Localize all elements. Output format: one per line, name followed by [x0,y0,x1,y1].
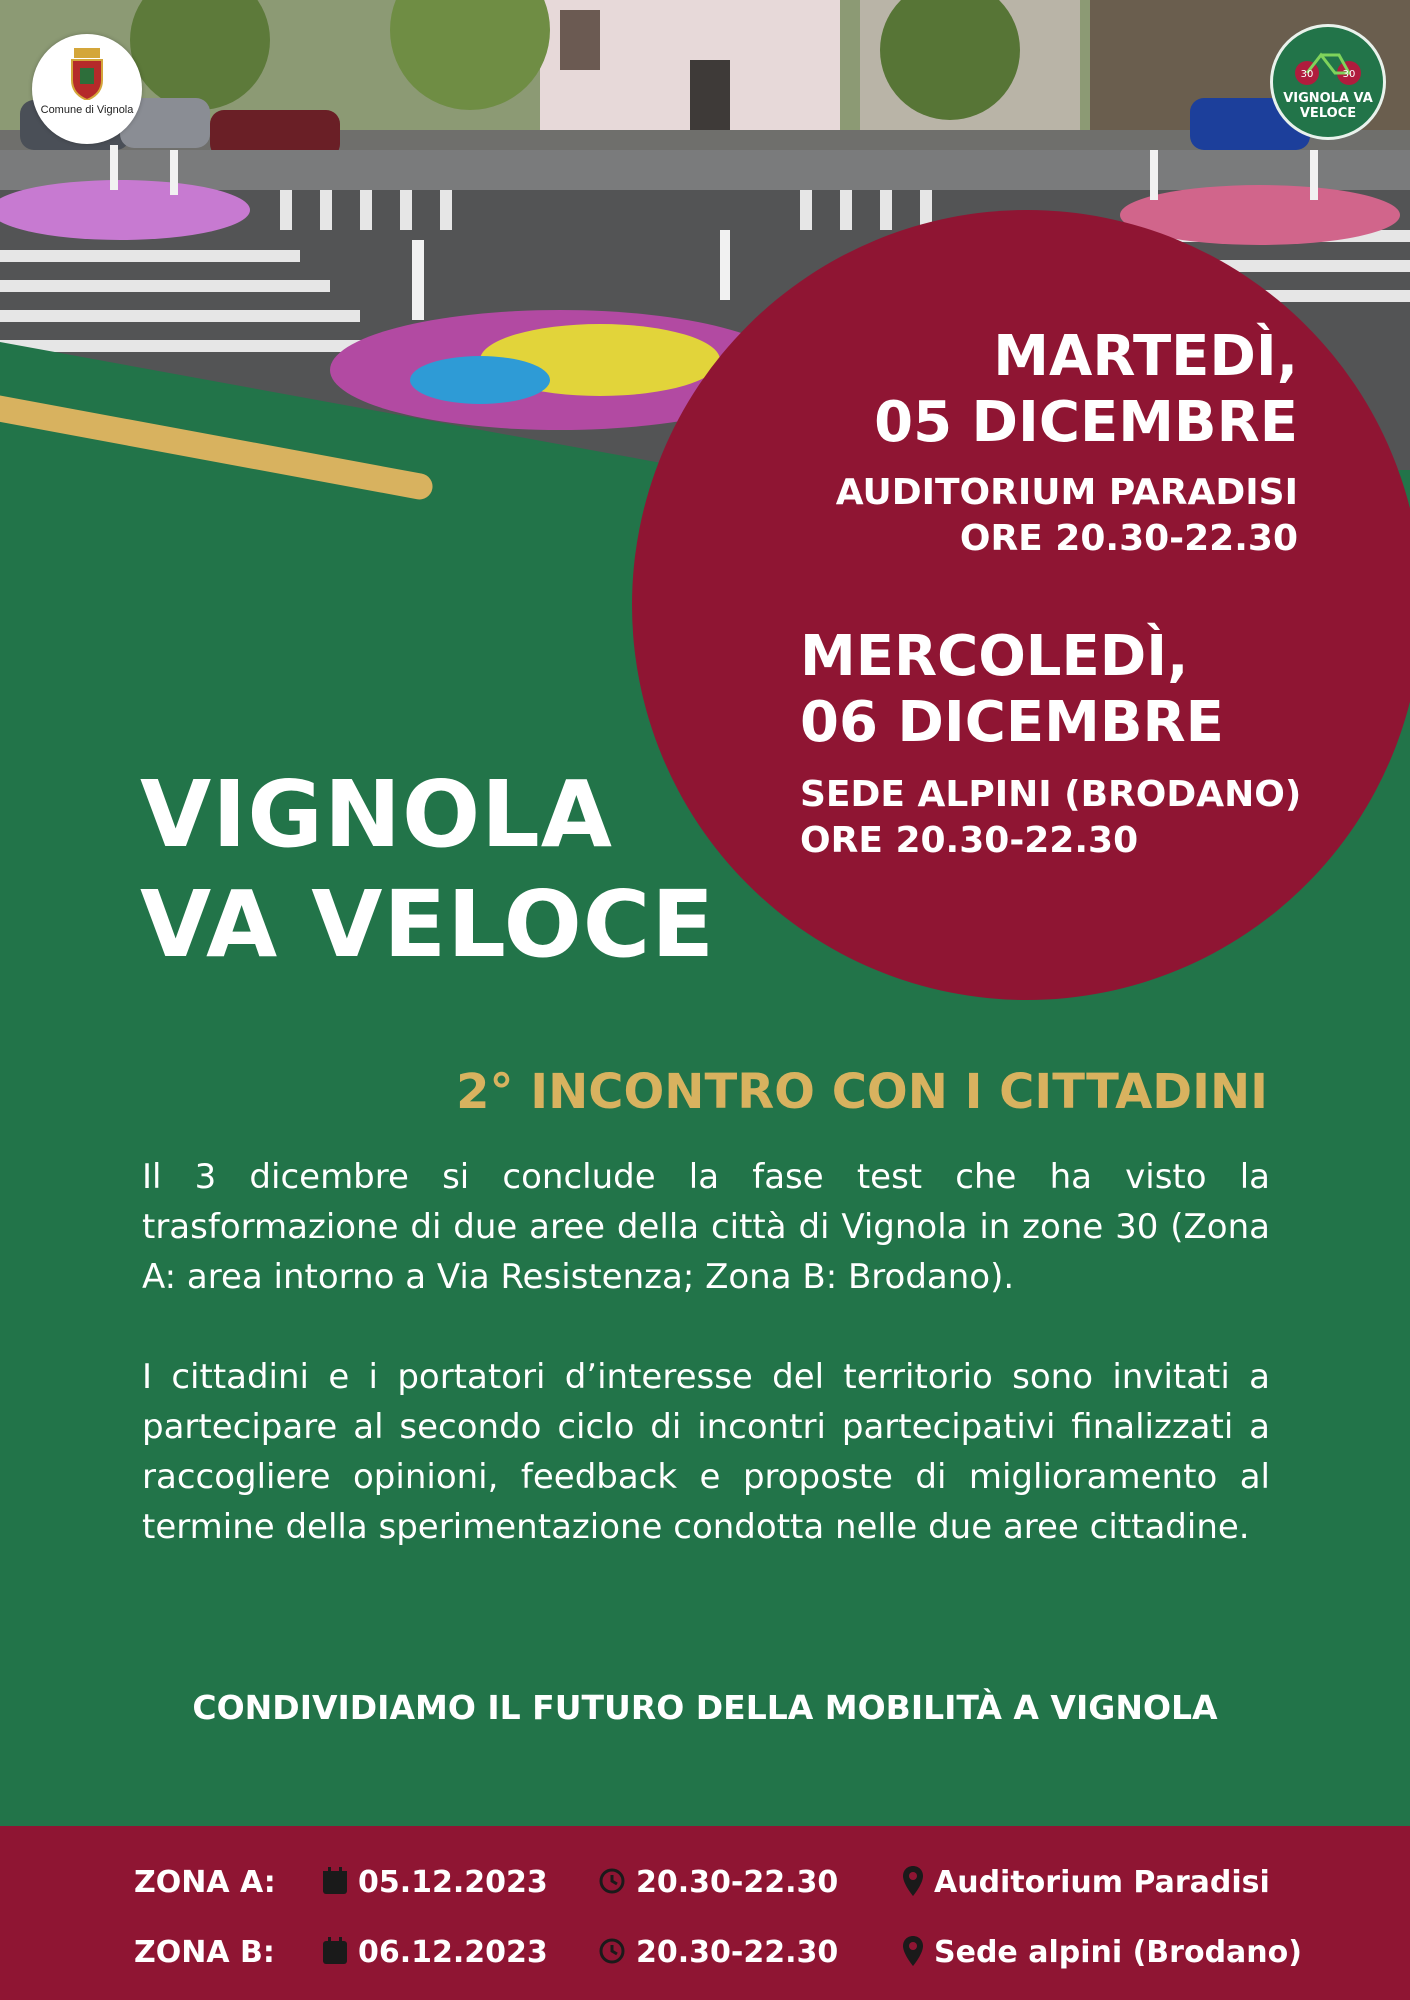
schedule-row-zone-a [0,1860,1410,1906]
paragraph-2: I cittadini e i portatori d’interesse del territorio sono invitati a partecipare al secondo ciclo di incontri partecipativi finalizzati a raccogliere opinioni, feedback e proposte di miglioramento al termine della sperimentazione condotta nelle due aree cittadine. [142,1357,1270,1547]
event-1-place: AUDITORIUM PARADISI [835,472,1298,513]
schedule-date: 05.12.2023 [358,1865,548,1900]
calendar-icon [322,1867,348,1895]
vignola-va-veloce-logo [1270,24,1386,140]
event-1-time: ORE 20.30-22.30 [959,518,1298,559]
schedule-time: 20.30-22.30 [636,1935,839,1970]
speed-label-left: 30 [1300,69,1314,80]
event-2-place: SEDE ALPINI (BRODANO) [800,774,1302,815]
vignola-logo-caption: VIGNOLA VA VELOCE [1283,91,1373,121]
schedule-row-zone-b [0,1930,1410,1976]
schedule-place: Auditorium Paradisi [934,1865,1270,1900]
main-title-line-2: VA VELOCE [140,871,716,978]
main-title [140,760,715,980]
location-pin-icon [902,1865,924,1897]
comune-logo-caption: Comune di Vignola [40,104,134,116]
speed-label-right: 30 [1342,69,1356,80]
schedule-date-cell [322,1860,548,1906]
schedule-time: 20.30-22.30 [636,1865,839,1900]
event-2-day: MERCOLEDÌ, [800,624,1189,689]
schedule-zone: ZONA B: [134,1935,275,1970]
schedule-date-cell [322,1930,548,1976]
schedule-place-cell [902,1930,1302,1976]
schedule-date: 06.12.2023 [358,1935,548,1970]
schedule-zone: ZONA A: [134,1865,276,1900]
schedule-time-cell [598,1860,838,1906]
location-pin-icon [902,1935,924,1967]
clock-icon [598,1867,626,1895]
event-1-day: MARTEDÌ, [993,324,1298,389]
paragraph-1: Il 3 dicembre si conclude la fase test che ha visto la trasformazione di due aree della città di Vignola in zone 30 (Zona A: area intorno a Via Resistenza; Zona B: Brodano). [142,1157,1270,1297]
event-2-time: ORE 20.30-22.30 [800,820,1139,861]
event-1-date: 05 DICEMBRE [874,390,1298,455]
schedule-place: Sede alpini (Brodano) [934,1935,1302,1970]
event-2-date: 06 DICEMBRE [800,690,1224,755]
comune-logo [32,34,142,144]
bicycle-icon [1293,47,1363,87]
calendar-icon [322,1937,348,1965]
slogan: CONDIVIDIAMO IL FUTURO DELLA MOBILITÀ A VIGNOLA [192,1688,1218,1727]
subtitle: 2° INCONTRO CON I CITTADINI [456,1064,1268,1120]
schedule-time-cell [598,1930,838,1976]
main-title-line-1: VIGNOLA [140,761,613,868]
clock-icon [598,1937,626,1965]
coat-of-arms-icon [70,48,104,100]
schedule-place-cell [902,1860,1270,1906]
